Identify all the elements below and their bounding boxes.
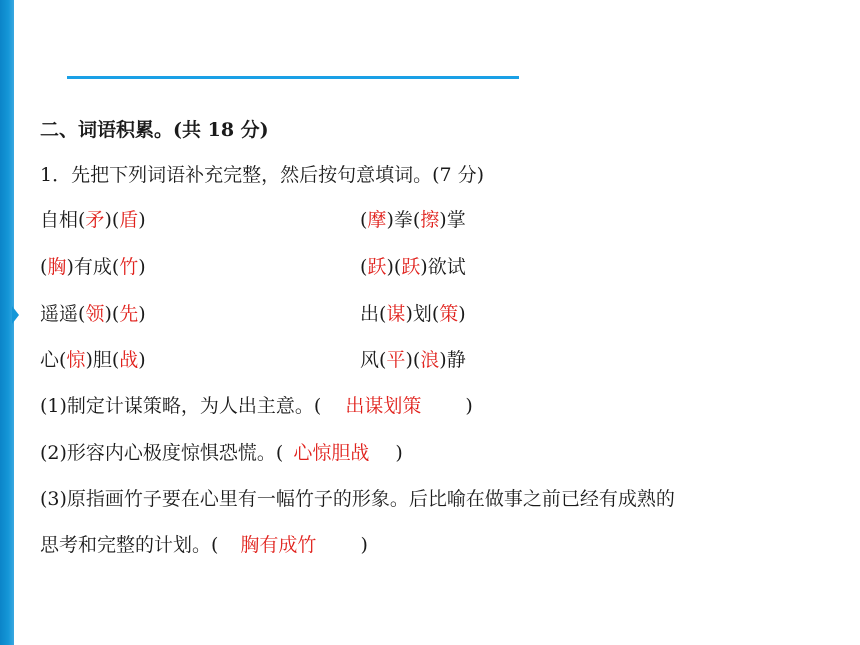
answer: 跃: [367, 256, 387, 278]
answer: 心惊胆战: [293, 442, 370, 464]
question-text: (2)形容内心极度惊惧恐慌。(: [40, 442, 284, 464]
answer: 出谋划策: [345, 395, 422, 417]
left-bar-notch: [12, 306, 19, 324]
idiom-text: )掌: [439, 209, 466, 231]
idiom-text: )划(: [405, 303, 440, 325]
idiom-1: [40, 207, 146, 233]
answer: 矛: [85, 209, 105, 231]
idiom-2: [360, 207, 466, 233]
header-rule: [67, 76, 519, 79]
idiom-text: ): [138, 209, 146, 231]
idiom-text: 风(: [360, 349, 387, 371]
answer: 策: [439, 303, 459, 325]
answer: 盾: [119, 209, 139, 231]
question-text: ): [395, 442, 403, 464]
idiom-text: )(: [104, 209, 120, 231]
idiom-text: )欲试: [420, 256, 466, 278]
idiom-text: 出(: [360, 303, 387, 325]
idiom-text: (: [360, 209, 368, 231]
sub-question-3-line-1: (3)原指画竹子要在心里有一幅竹子的形象。后比喻在做事之前已经有成熟的: [40, 488, 675, 510]
idiom-5: [40, 301, 146, 327]
answer: 领: [85, 303, 105, 325]
idiom-text: (: [40, 256, 48, 278]
idiom-text: 遥遥(: [40, 303, 86, 325]
idiom-text: )静: [439, 349, 466, 371]
idiom-text: ): [138, 349, 146, 371]
idiom-text: )胆(: [85, 349, 120, 371]
idiom-text: )(: [386, 256, 402, 278]
section-title: 二、词语积累。(共 18 分): [40, 119, 269, 141]
answer: 跃: [401, 256, 421, 278]
answer: 谋: [386, 303, 406, 325]
idiom-text: )(: [405, 349, 421, 371]
idiom-text: 心(: [40, 349, 67, 371]
idiom-4: [360, 254, 466, 280]
answer: 胸有成竹: [240, 534, 317, 556]
sub-question-1: [40, 393, 473, 419]
idiom-text: (: [360, 256, 368, 278]
answer: 先: [119, 303, 139, 325]
idiom-6: [360, 301, 466, 327]
idiom-7: [40, 347, 146, 373]
idiom-8: [360, 347, 466, 373]
answer: 平: [386, 349, 406, 371]
idiom-text: )(: [104, 303, 120, 325]
answer: 摩: [367, 209, 387, 231]
idiom-text: ): [138, 303, 146, 325]
idiom-text: ): [138, 256, 146, 278]
answer: 浪: [420, 349, 440, 371]
answer: 胸: [47, 256, 67, 278]
sub-question-3-line-2: [40, 532, 368, 558]
answer: 战: [119, 349, 139, 371]
idiom-text: 自相(: [40, 209, 86, 231]
question-text: ): [360, 534, 368, 556]
idiom-text: )有成(: [66, 256, 120, 278]
question-1: 1．先把下列词语补充完整，然后按句意填词。(7 分): [40, 164, 485, 186]
question-text: 思考和完整的计划。(: [40, 534, 219, 556]
idiom-text: ): [458, 303, 466, 325]
idiom-3: [40, 254, 146, 280]
idiom-text: )拳(: [386, 209, 421, 231]
answer: 擦: [420, 209, 440, 231]
answer: 惊: [66, 349, 86, 371]
sub-question-2: [40, 440, 403, 466]
question-text: ): [465, 395, 473, 417]
question-text: (1)制定计谋策略，为人出主意。(: [40, 395, 322, 417]
answer: 竹: [119, 256, 139, 278]
